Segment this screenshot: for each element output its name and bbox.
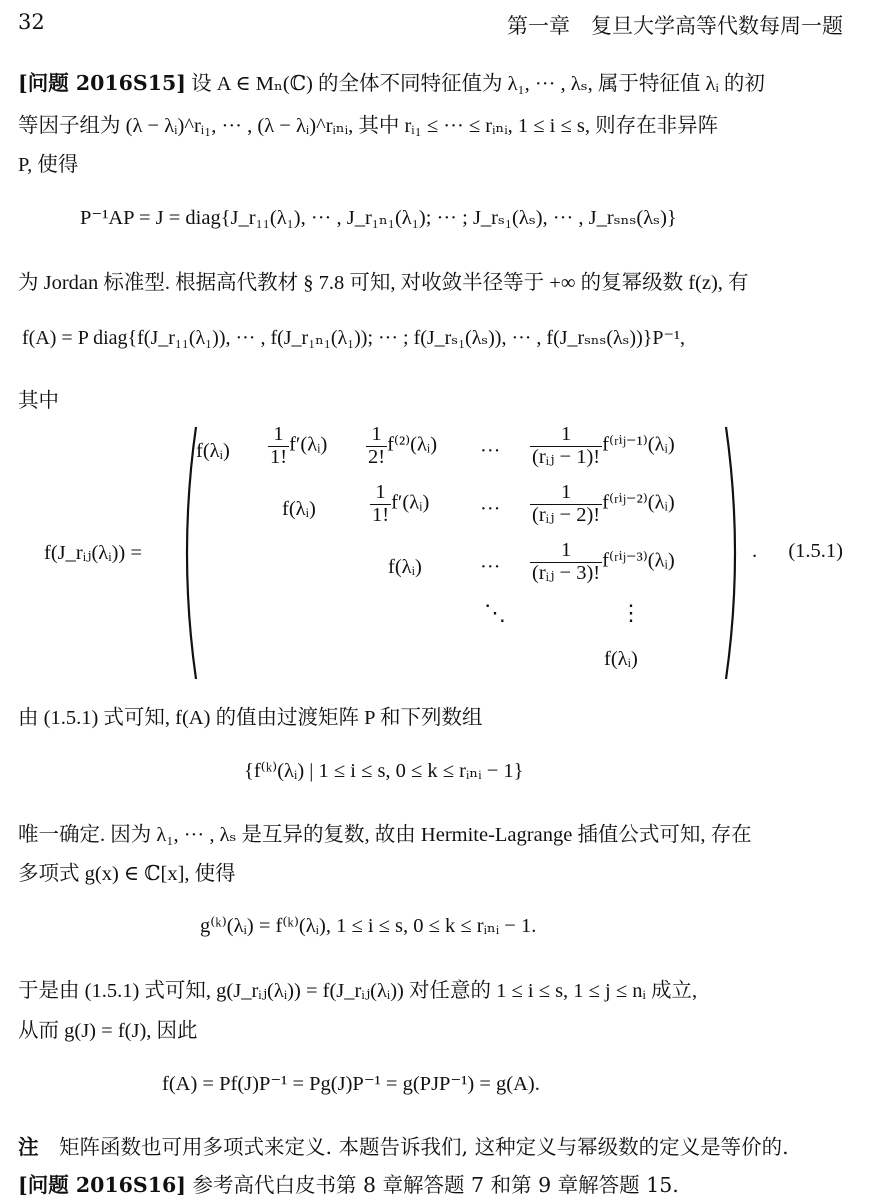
note-text: 矩阵函数也可用多项式来定义. 本题告诉我们, 这种定义与幂级数的定义是等价的.	[38, 1135, 789, 1159]
matrix-r3-last: $\frac{1}{\text{(rᵢⱼ − 3)!}}$ f⁽ʳⁱʲ⁻³⁾(λᵢ)	[532, 539, 675, 584]
jordan-form-equation: P⁻¹AP = J = diag{J_r₁₁(λ₁), ··· , J_r₁ₙ₁(λ₁); ··· ; J_rₛ₁(λₛ), ··· , J_rₛₙₛ(λₛ)}	[80, 207, 677, 229]
interpolation-equation: g⁽ᵏ⁾(λᵢ) = f⁽ᵏ⁾(λᵢ), 1 ≤ i ≤ s, 0 ≤ k ≤ rᵢₙᵢ − 1.	[200, 915, 537, 937]
note-line	[18, 1130, 789, 1160]
matrix-r1-c3: $\frac{1}{2!}$ f⁽²⁾(λᵢ)	[368, 423, 438, 468]
matrix-r2-last: $\frac{1}{\text{(rᵢⱼ − 2)!}}$ f⁽ʳⁱʲ⁻²⁾(λᵢ)	[532, 481, 675, 526]
problem-16-label: [问题 2016S16]	[18, 1173, 186, 1197]
data-set-equation: {f⁽ᵏ⁾(λᵢ) | 1 ≤ i ≤ s, 0 ≤ k ≤ rᵢₙᵢ − 1}	[244, 760, 524, 782]
problem-15-label: [问题 2016S15]	[18, 71, 186, 95]
problem-16-text: 参考高代白皮书第 8 章解答题 7 和第 9 章解答题 15.	[185, 1173, 679, 1197]
problem-15-intro: 设 A ∈ Mₙ(ℂ) 的全体不同特征值为 λ₁, ··· , λₛ, 属于特征值 λᵢ 的初	[185, 73, 765, 95]
matrix-r2-c2: f(λᵢ)	[282, 498, 316, 520]
matrix-period: .	[752, 540, 758, 562]
problem-15-line-7: 多项式 g(x) ∈ ℂ[x], 使得	[18, 863, 236, 885]
final-equation: f(A) = Pf(J)P⁻¹ = Pg(J)P⁻¹ = g(PJP⁻¹) = g(A).	[162, 1073, 540, 1095]
problem-15-line-2: 等因子组为 (λ − λᵢ)^rᵢ₁, ··· , (λ − λᵢ)^rᵢₙᵢ, 其中 rᵢ₁ ≤ ··· ≤ rᵢₙᵢ, 1 ≤ i ≤ s, 则存在非异阵	[18, 115, 719, 137]
matrix-r3-dots: ···	[480, 556, 501, 578]
matrix-right-paren	[722, 425, 746, 681]
page-number: 32	[18, 10, 45, 34]
problem-16-line	[18, 1168, 679, 1198]
problem-15-line-8: 于是由 (1.5.1) 式可知, g(J_rᵢⱼ(λᵢ)) = f(J_rᵢⱼ(λᵢ)) 对任意的 1 ≤ i ≤ s, 1 ≤ j ≤ nᵢ 成立,	[18, 980, 698, 1002]
matrix-r3-c3: f(λᵢ)	[388, 556, 422, 578]
running-title: 第一章 复旦大学高等代数每周一题	[507, 14, 843, 38]
matrix-r5-last: f(λᵢ)	[604, 648, 638, 670]
problem-15-line-1	[18, 66, 765, 96]
problem-15-line-5: 由 (1.5.1) 式可知, f(A) 的值由过渡矩阵 P 和下列数组	[18, 707, 483, 729]
matrix-r2-dots: ···	[480, 498, 501, 520]
matrix-r1-dots: ···	[480, 440, 501, 462]
note-label: 注	[18, 1135, 39, 1159]
problem-15-line-6: 唯一确定. 因为 λ₁, ··· , λₛ 是互异的复数, 故由 Hermite-Lagrange 插值公式可知, 存在	[18, 824, 752, 846]
problem-15-line-9: 从而 g(J) = f(J), 因此	[18, 1020, 198, 1042]
problem-15-line-3: P, 使得	[18, 154, 79, 176]
qizhong-text: 其中	[18, 388, 59, 412]
matrix-ddots: ⋱	[484, 600, 506, 625]
matrix-lhs: f(J_rᵢⱼ(λᵢ)) =	[44, 542, 142, 564]
matrix-r1-c2: $\frac{1}{1!}$ f′(λᵢ)	[270, 423, 328, 468]
matrix-r2-c3: $\frac{1}{1!}$ f′(λᵢ)	[372, 481, 430, 526]
problem-15-line-4: 为 Jordan 标准型. 根据高代教材 § 7.8 可知, 对收敛半径等于 +∞ 的复幂级数 f(z), 有	[18, 272, 749, 294]
matrix-r1-last: $\frac{1}{\text{(rᵢⱼ − 1)!}}$ f⁽ʳⁱʲ⁻¹⁾(λᵢ)	[532, 423, 675, 468]
equation-number: (1.5.1)	[788, 540, 843, 562]
matrix-r1-c1: f(λᵢ)	[196, 440, 230, 462]
f-of-A-equation: f(A) = P diag{f(J_r₁₁(λ₁)), ··· , f(J_r₁ₙ₁(λ₁)); ··· ; f(J_rₛ₁(λₛ)), ··· , f(J_rₛₙₛ(λₛ))}P⁻¹,	[22, 327, 686, 349]
matrix-vdots: ⋮	[620, 600, 642, 625]
matrix-left-paren	[176, 425, 200, 681]
